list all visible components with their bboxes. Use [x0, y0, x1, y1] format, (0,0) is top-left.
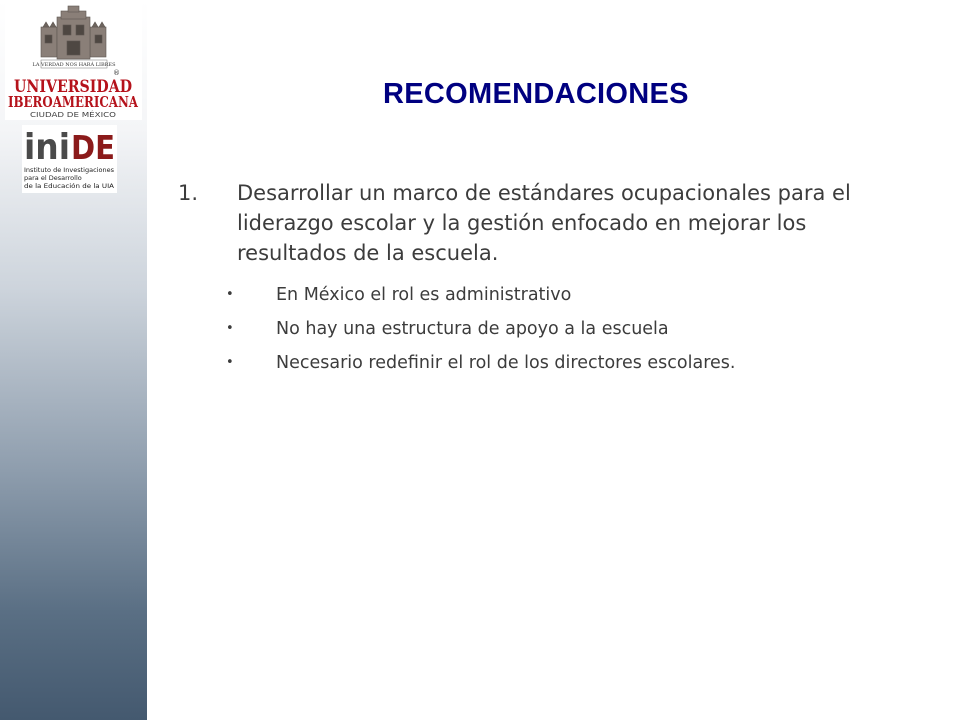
inide-caption-line1: Instituto de Investigaciones	[24, 166, 115, 174]
inide-wordmark-ini: ini	[24, 127, 70, 168]
bullet-item	[226, 350, 926, 384]
inide-caption-line2: para el Desarrollo	[24, 174, 82, 182]
bullet-text: En México el rol es administrativo	[276, 285, 572, 305]
item-text: Desarrollar un marco de estándares ocupacionales para el liderazgo escolar y la gestión enfocado en mejorar los resultados de la escuela.	[237, 181, 851, 265]
uia-city: CIUDAD DE MÉXICO	[30, 111, 100, 119]
uia-tagline: LA VERDAD NOS HARÁ LIBRES	[32, 62, 116, 68]
uia-name-line2: IBEROAMERICANA	[8, 93, 139, 111]
item-number: 1.	[178, 181, 199, 205]
bullet-item	[226, 316, 926, 350]
bullet-icon: •	[226, 321, 234, 336]
sidebar-gradient	[0, 0, 147, 720]
slide-title: RECOMENDACIONES	[383, 78, 689, 110]
uia-name-line1: UNIVERSIDAD	[14, 77, 133, 97]
inide-caption-line3: de la Educación de la UIA	[24, 182, 115, 190]
bullet-icon: •	[226, 287, 234, 302]
inide-logo	[22, 125, 117, 193]
registered-mark: ®	[113, 69, 120, 77]
bullet-icon: •	[226, 355, 234, 370]
crest-icon	[41, 6, 106, 59]
inide-wordmark-de: DE	[71, 128, 115, 167]
bullet-text: No hay una estructura de apoyo a la escuela	[276, 319, 669, 339]
bullet-item	[226, 282, 926, 316]
bullet-list	[226, 282, 926, 384]
universidad-iberoamericana-logo	[5, 3, 142, 120]
bullet-text: Necesario redefinir el rol de los directores escolares.	[276, 353, 736, 373]
